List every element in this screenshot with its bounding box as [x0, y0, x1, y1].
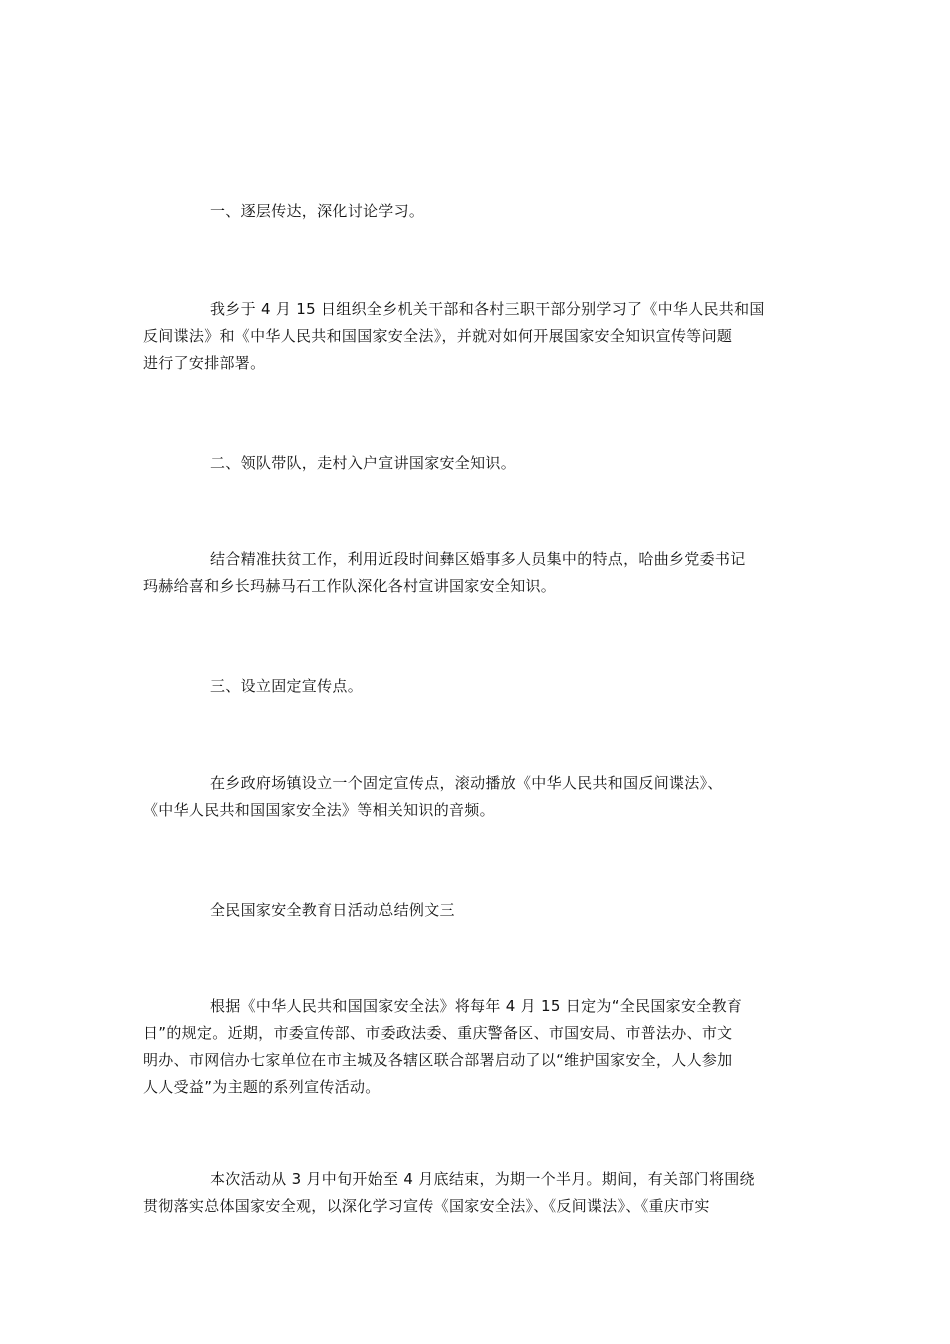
body-paragraph-4	[143, 993, 811, 1101]
text-line: 全民国家安全教育日活动总结例文三	[210, 901, 455, 919]
text-line: 我乡于 4 月 15 日组织全乡机关干部和各村三职干部分别学习了《中华人民共和国	[210, 300, 765, 318]
body-paragraph-5	[143, 1166, 811, 1220]
text-line: 《中华人民共和国国家安全法》等相关知识的音频。	[143, 801, 495, 819]
text-line: 一、逐层传达，深化讨论学习。	[210, 202, 425, 220]
section-heading-2	[143, 450, 811, 477]
text-line: 反间谍法》和《中华人民共和国国家安全法》，并就对如何开展国家安全知识宣传等问题	[143, 327, 733, 345]
text-line: 根据《中华人民共和国国家安全法》将每年 4 月 15 日定为“全民国家安全教育	[210, 997, 743, 1015]
text-line: 结合精准扶贫工作，利用近段时间彝区婚事多人员集中的特点，哈曲乡党委书记	[210, 550, 746, 568]
text-line: 在乡政府场镇设立一个固定宣传点，滚动播放《中华人民共和国反间谍法》、	[210, 774, 723, 792]
section-heading-1	[143, 198, 811, 225]
text-line: 三、设立固定宣传点。	[210, 677, 364, 695]
body-paragraph-2	[143, 546, 811, 600]
text-line: 日”的规定。近期，市委宣传部、市委政法委、重庆警备区、市国安局、市普法办、市文	[143, 1024, 733, 1042]
text-line: 玛赫给喜和乡长玛赫马石工作队深化各村宣讲国家安全知识。	[143, 577, 557, 595]
body-paragraph-3	[143, 770, 811, 824]
text-line: 人人受益”为主题的系列宣传活动。	[143, 1078, 381, 1096]
text-line: 二、领队带队，走村入户宣讲国家安全知识。	[210, 454, 517, 472]
text-line: 贯彻落实总体国家安全观，以深化学习宣传《国家安全法》、《反间谍法》、《重庆市实	[143, 1197, 710, 1215]
section-heading-3	[143, 673, 811, 700]
text-line: 明办、市网信办七家单位在市主城及各辖区联合部署启动了以“维护国家安全，人人参加	[143, 1051, 733, 1069]
body-paragraph-1	[143, 296, 811, 377]
text-line: 进行了安排部署。	[143, 354, 266, 372]
article-title	[143, 897, 811, 924]
text-line: 本次活动从 3 月中旬开始至 4 月底结束，为期一个半月。期间，有关部门将围绕	[210, 1170, 755, 1188]
